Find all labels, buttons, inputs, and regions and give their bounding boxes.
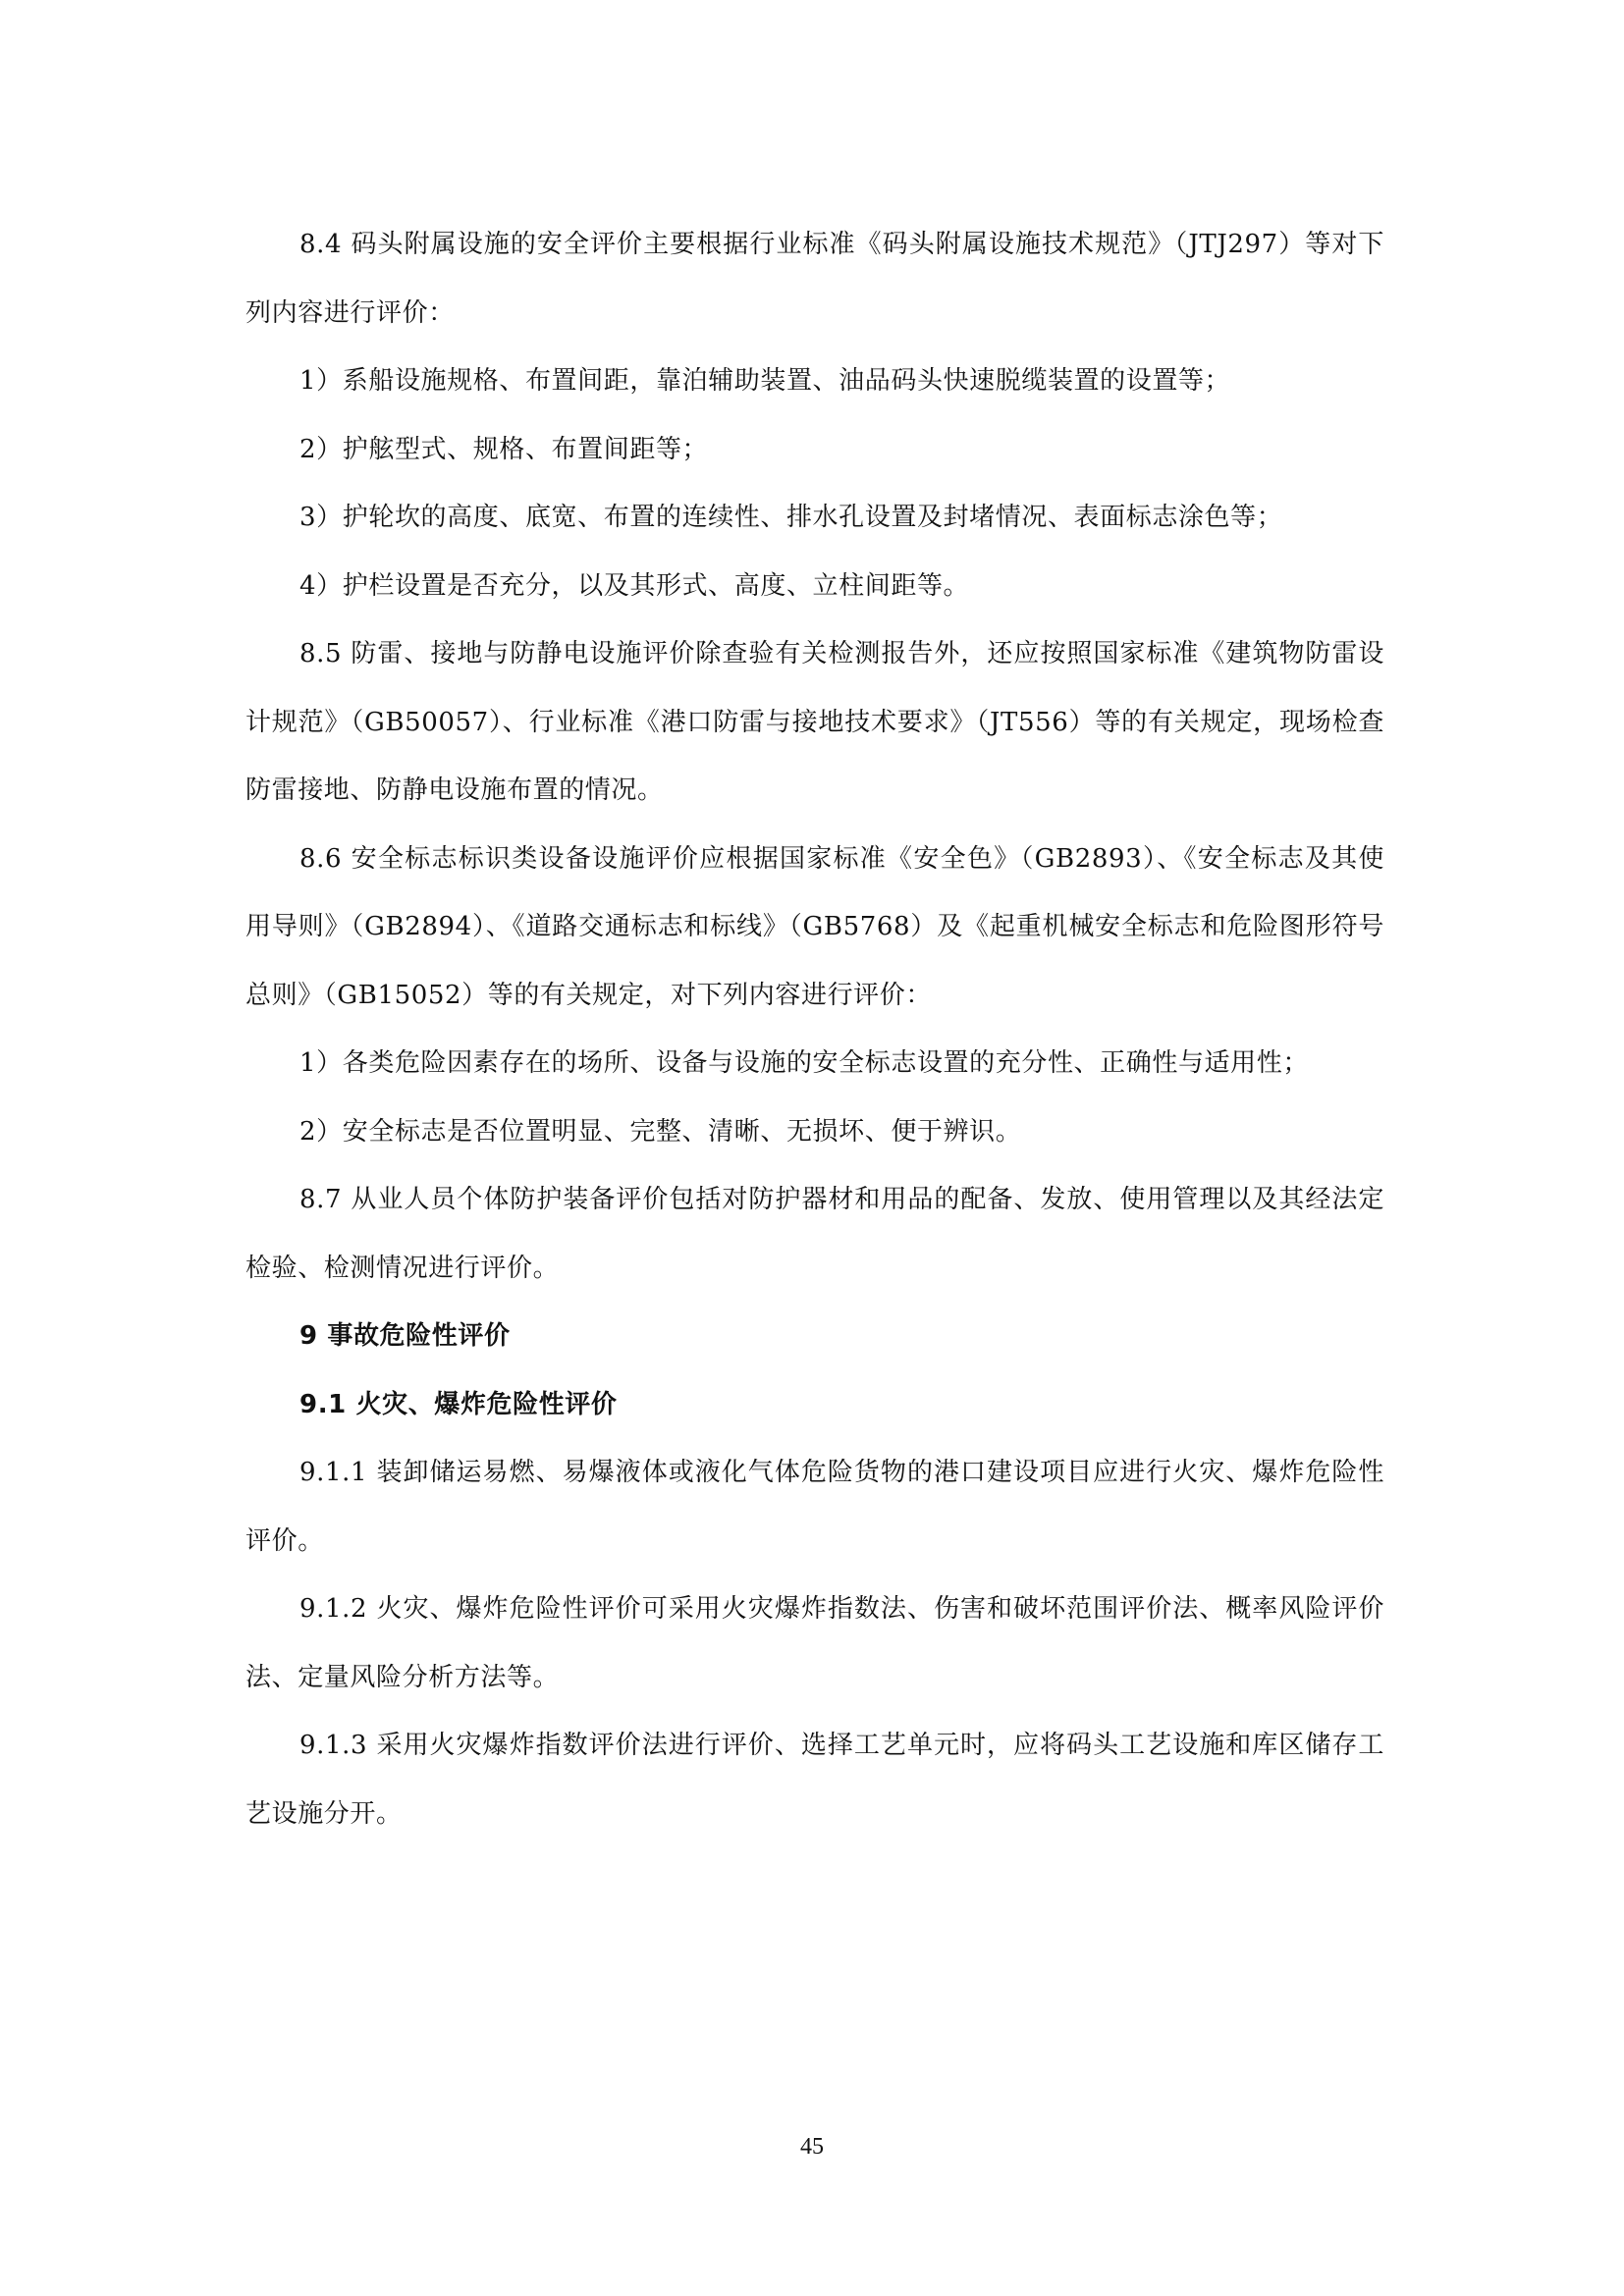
paragraph-9-1-1: 9.1.1 装卸储运易燃、易爆液体或液化气体危险货物的港口建设项目应进行火灾、爆炸危险性评价。: [245, 1458, 1384, 1556]
document-body: [245, 211, 1384, 1848]
list-item-8-4-3: 3）护轮坎的高度、底宽、布置的连续性、排水孔设置及封堵情况、表面标志涂色等；: [299, 503, 1283, 532]
paragraph-9-1-3: 9.1.3 采用火灾爆炸指数评价法进行评价、选择工艺单元时，应将码头工艺设施和库区储存工艺设施分开。: [245, 1731, 1384, 1829]
paragraph-8-7: 8.7 从业人员个体防护装备评价包括对防护器材和用品的配备、发放、使用管理以及其经法定检验、检测情况进行评价。: [245, 1185, 1384, 1283]
page-number: 45: [800, 2134, 824, 2160]
paragraph-8-6: 8.6 安全标志标识类设备设施评价应根据国家标准《安全色》（GB2893）、《安全标志及其使用导则》（GB2894）、《道路交通标志和标线》（GB5768）及《起重机械安全标志和危险图形符号总则》（GB15052）等的有关规定，对下列内容进行评价：: [245, 843, 1384, 1010]
paragraph-9-1-2: 9.1.2 火灾、爆炸危险性评价可采用火灾爆炸指数法、伤害和破坏范围评价法、概率风险评价法、定量风险分析方法等。: [245, 1594, 1384, 1692]
list-item-8-4-4: 4）护栏设置是否充分，以及其形式、高度、立柱间距等。: [299, 570, 970, 601]
section-heading-9-1: 9.1 火灾、爆炸危险性评价: [299, 1389, 618, 1419]
list-item-8-4-2: 2）护舷型式、规格、布置间距等；: [299, 434, 709, 464]
list-item-8-6-1: 1）各类危险因素存在的场所、设备与设施的安全标志设置的充分性、正确性与适用性；: [299, 1048, 1309, 1078]
list-item-8-6-2: 2）安全标志是否位置明显、完整、清晰、无损坏、便于辨识。: [299, 1116, 1022, 1147]
section-heading-9: 9 事故危险性评价: [299, 1321, 511, 1351]
list-item-8-4-1: 1）系船设施规格、布置间距，靠泊辅助装置、油品码头快速脱缆装置的设置等；: [299, 366, 1231, 396]
paragraph-8-4: 8.4 码头附属设施的安全评价主要根据行业标准《码头附属设施技术规范》（JTJ297）等对下列内容进行评价：: [245, 230, 1384, 328]
paragraph-8-5: 8.5 防雷、接地与防静电设施评价除查验有关检测报告外，还应按照国家标准《建筑物防雷设计规范》（GB50057）、行业标准《港口防雷与接地技术要求》（JT556）等的有关规定，现场检查防雷接地、防静电设施布置的情况。: [245, 639, 1384, 805]
